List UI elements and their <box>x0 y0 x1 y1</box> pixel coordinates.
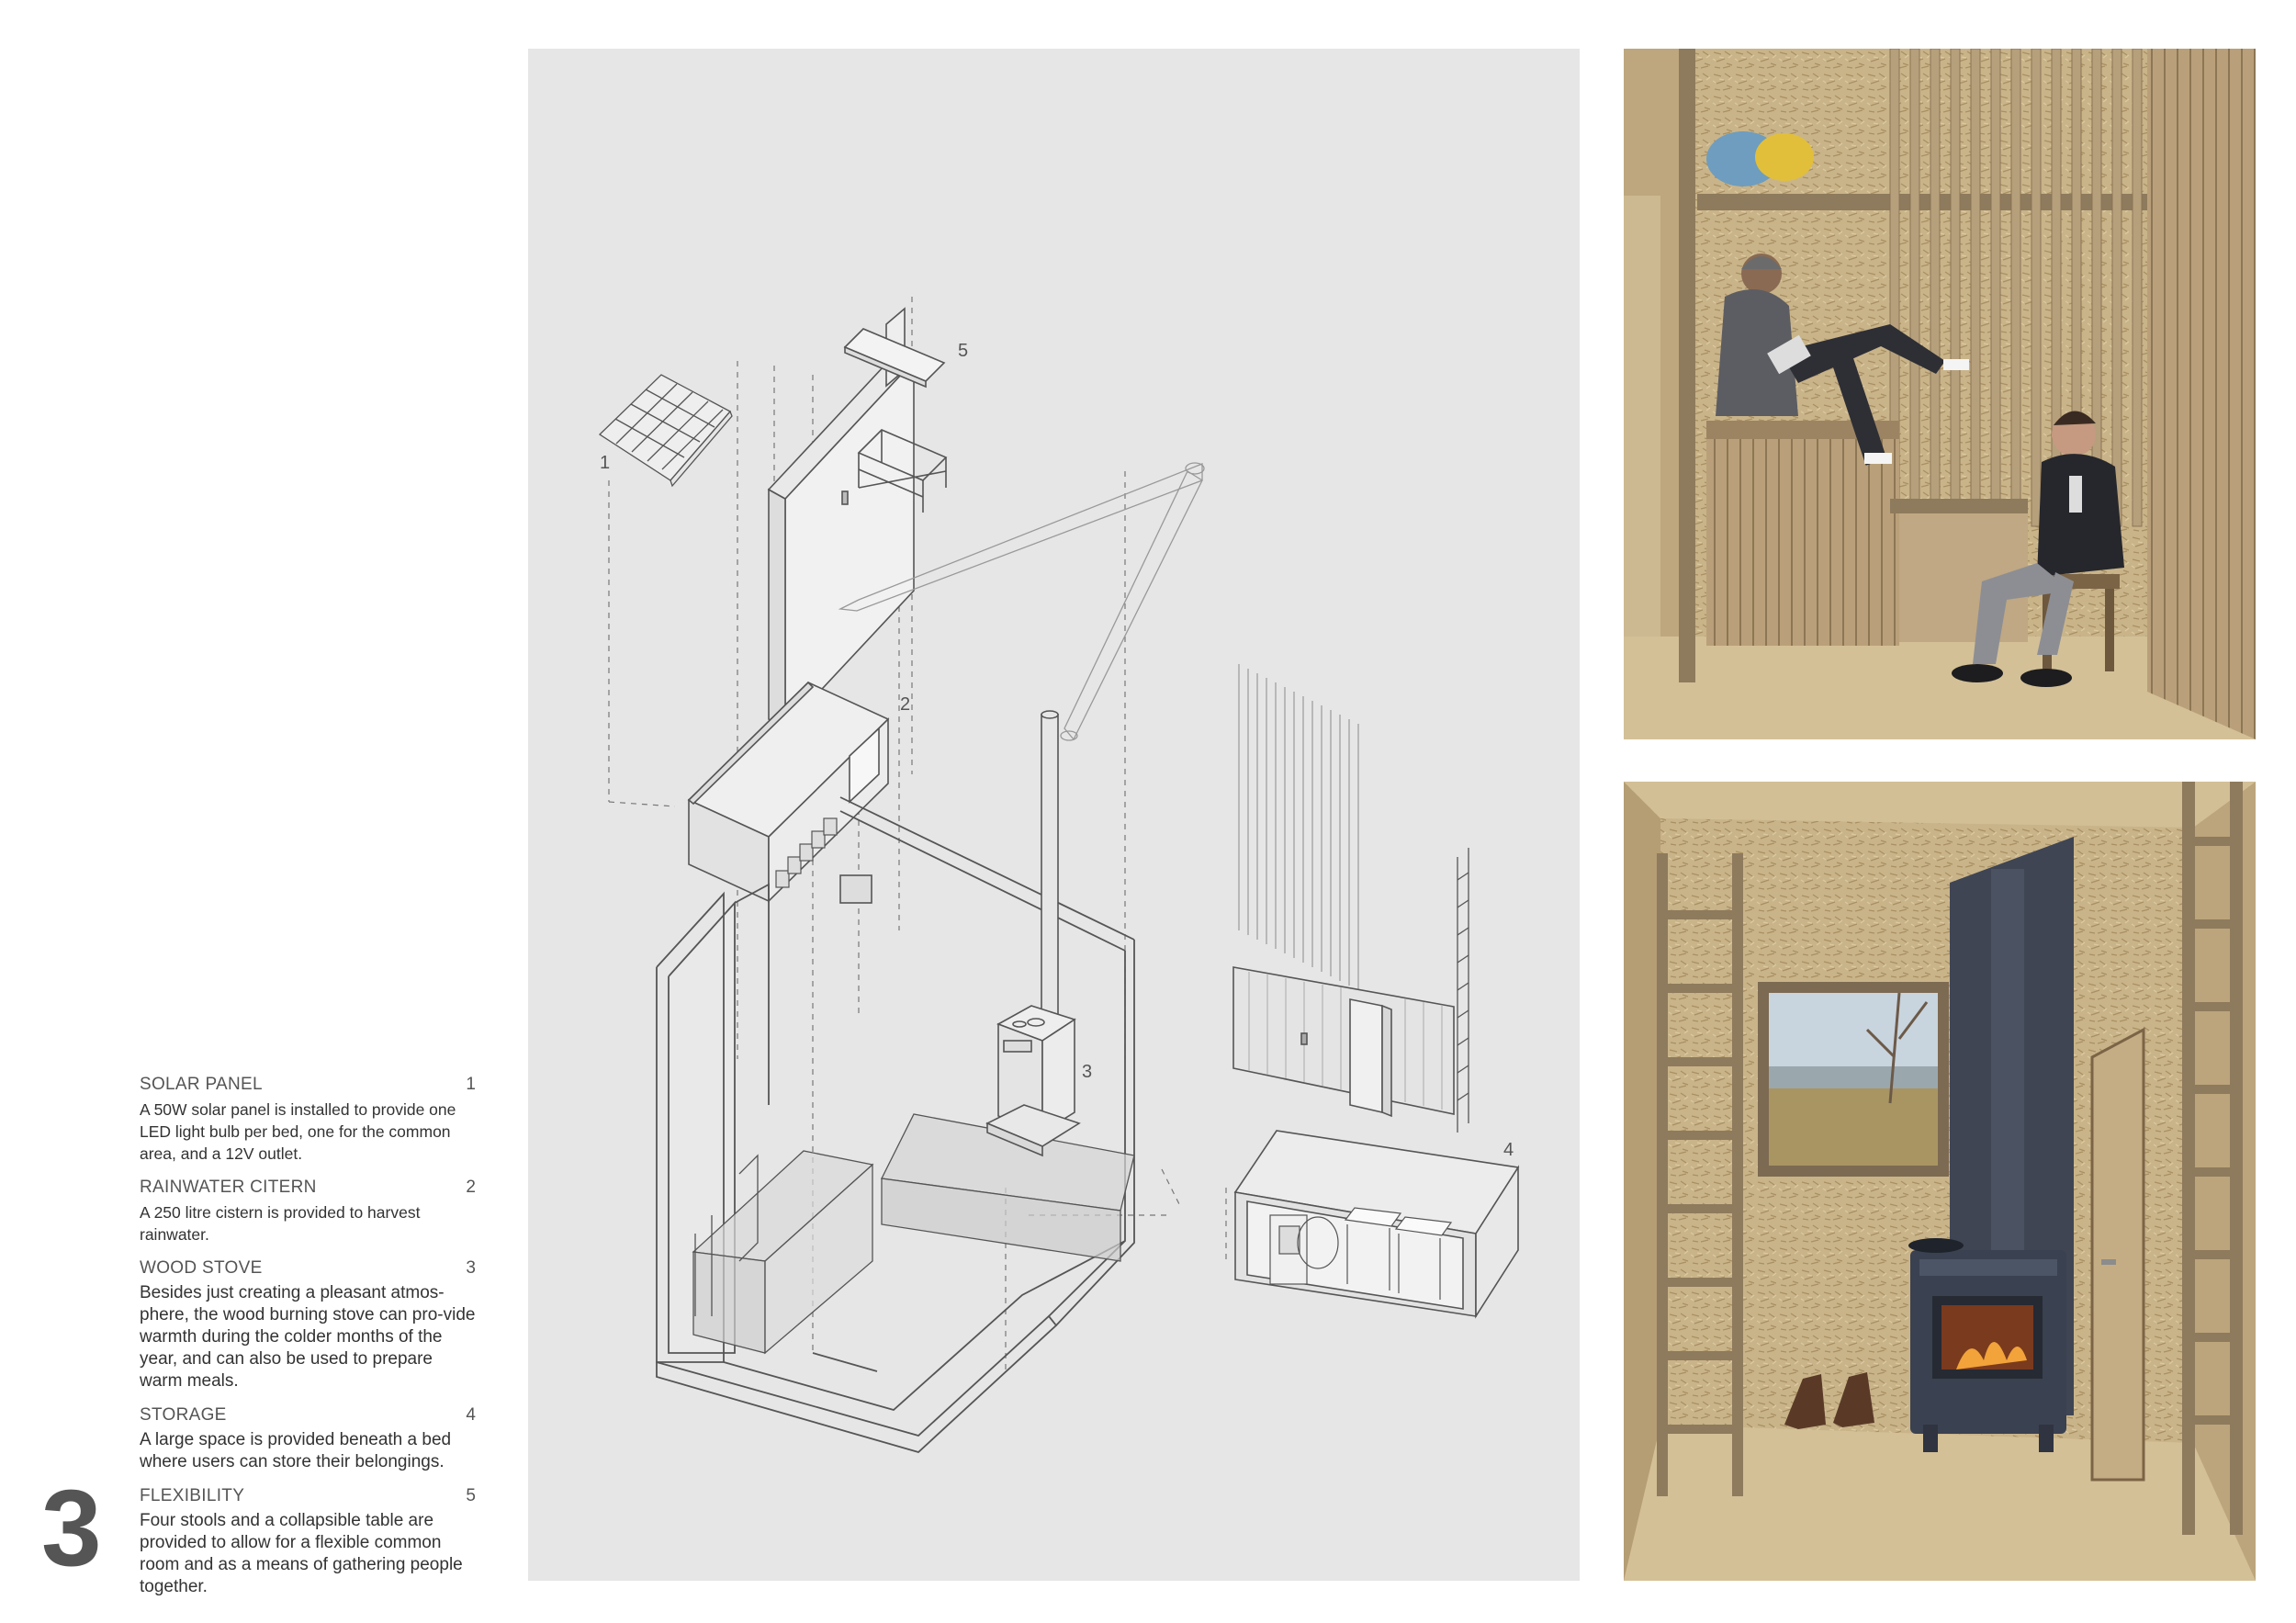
callout-4: 4 <box>1503 1140 1514 1160</box>
interior-render-common-room-image <box>1624 49 2256 739</box>
callout-3: 3 <box>1082 1062 1093 1082</box>
legend <box>140 1075 476 1611</box>
callout-5: 5 <box>958 341 969 361</box>
legend-text: Four stools and a collapsible table are provided to allow for a flexible common room and as a means of gathering people together. <box>140 1511 463 1596</box>
storage-icon <box>1235 1131 1518 1316</box>
callout-1: 1 <box>600 453 611 473</box>
legend-number: 1 <box>466 1075 476 1094</box>
exploded-axonometric-drawing <box>528 49 1580 1581</box>
legend-number: 5 <box>466 1486 476 1505</box>
legend-number: 4 <box>466 1405 476 1425</box>
legend-text: A 50W solar panel is installed to provide one LED light bulb per bed, one for the common area, and a 12V outlet. <box>140 1100 456 1163</box>
legend-text: A large space is provided beneath a bed where users can store their belongings. <box>140 1430 452 1471</box>
interior-volumes-icon <box>693 1114 1134 1353</box>
ladder-icon <box>1458 848 1469 1133</box>
collapsible-table-wall-icon <box>769 309 946 728</box>
interior-render-wood-stove <box>1624 782 2256 1581</box>
legend-entry-storage <box>140 1405 476 1473</box>
slatted-screen-icon <box>1239 664 1358 990</box>
legend-entry-solar-panel <box>140 1075 476 1165</box>
legend-entry-wood-stove <box>140 1258 476 1392</box>
legend-number: 3 <box>466 1258 476 1278</box>
wood-stove-icon <box>1908 1238 2066 1452</box>
legend-title: WOOD STOVE <box>140 1258 263 1278</box>
legend-title: SOLAR PANEL <box>140 1075 263 1094</box>
window-icon <box>1758 982 1949 1177</box>
legend-title: FLEXIBILITY <box>140 1486 245 1505</box>
wood-stove-icon <box>987 711 1079 1155</box>
legend-title: STORAGE <box>140 1405 227 1425</box>
axonometric-diagram-panel <box>528 49 1580 1581</box>
legend-title: RAINWATER CITERN <box>140 1178 317 1197</box>
legend-entry-rainwater-citern <box>140 1178 476 1245</box>
legend-text: Besides just creating a pleasant atmos-phere, the wood burning stove can pro-vide warmth during the colder months of the year, and can also be used to prepare warm meals. <box>140 1283 476 1391</box>
legend-text: A 250 litre cistern is provided to harvest rainwater. <box>140 1203 421 1244</box>
interior-render-common-room <box>1624 49 2256 739</box>
legend-entry-flexibility <box>140 1486 476 1598</box>
callout-2: 2 <box>900 694 911 715</box>
legend-number: 2 <box>466 1178 476 1197</box>
page-number: 3 <box>41 1468 102 1589</box>
solar-panel-icon <box>600 375 732 486</box>
bed-panel-icon <box>1233 967 1454 1116</box>
interior-render-wood-stove-image <box>1624 782 2256 1581</box>
